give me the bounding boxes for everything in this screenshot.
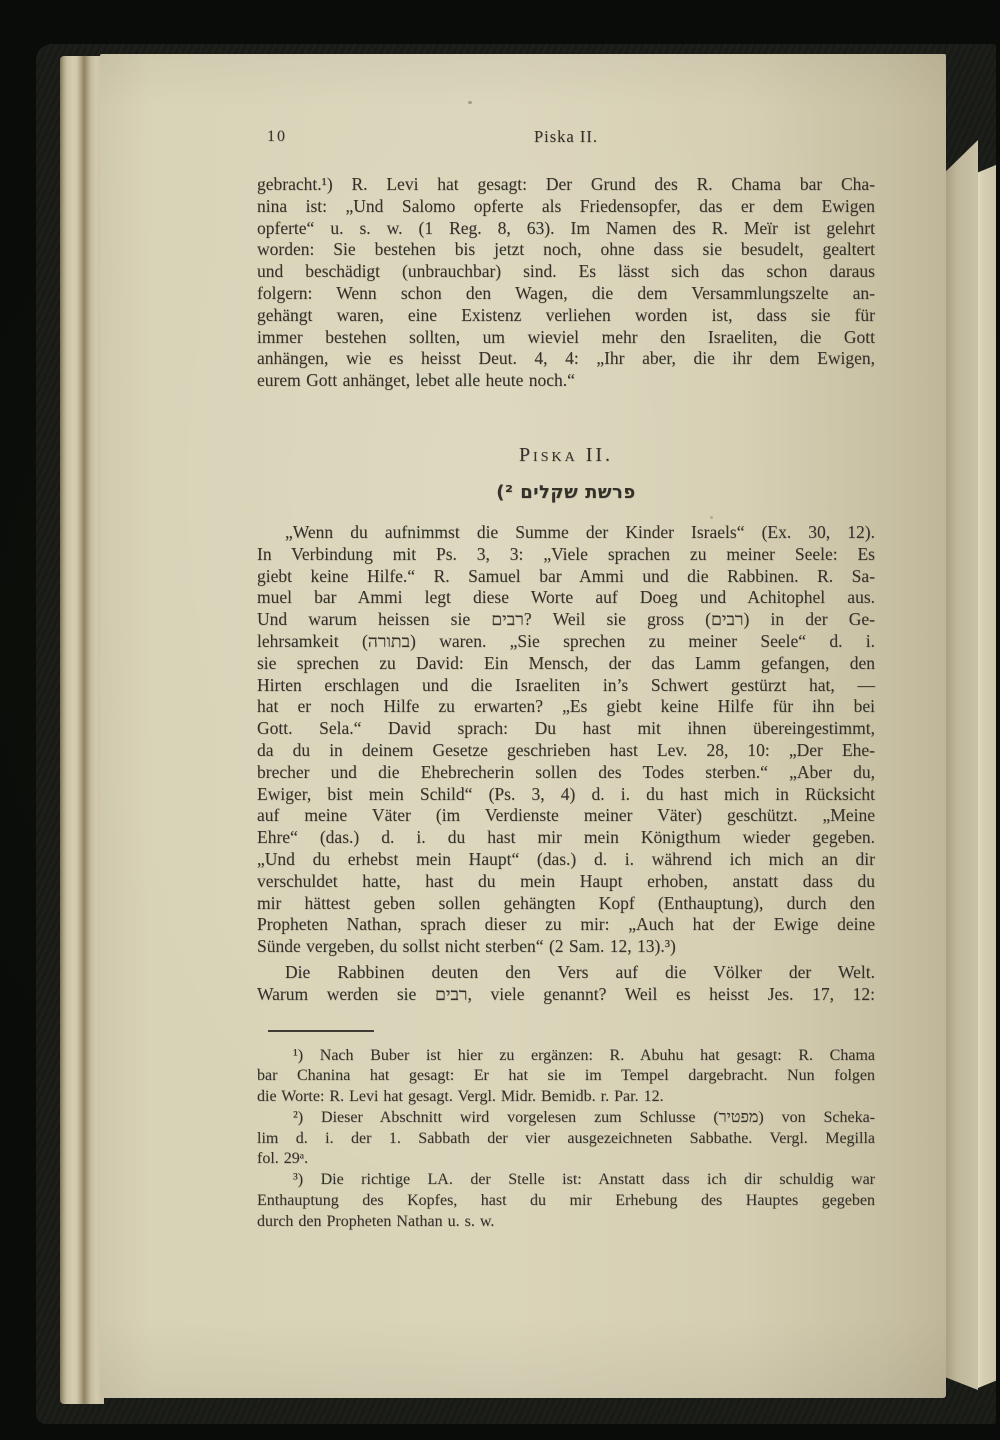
paper-speck	[468, 101, 472, 104]
text-line: „Wenn du aufnimmst die Summe der Kinder Israels“ (Ex. 30, 12).	[285, 521, 875, 542]
book-gutter-shadow	[946, 140, 978, 1390]
text-line: gebracht.¹) R. Levi hat gesagt: Der Grund des R. Chama bar Cha-	[257, 174, 875, 194]
text-line: giebt keine Hilfe.“ R. Samuel bar Ammi und die Rabbinen. R. Sa-	[257, 565, 875, 586]
text-line: fol. 29ᵃ.	[257, 1150, 309, 1168]
page-header	[257, 126, 875, 148]
text-line: bar Chanina hat gesagt: Er hat sie im Tempel dargebracht. Nun folgen	[257, 1067, 875, 1085]
text-line: Warum werden sie רבים, viele genannt? Weil es heisst Jes. 17, 12:	[257, 983, 875, 1004]
text-line: lehrsamkeit (בתורה) waren. „Sie sprechen zu meiner Seele“ d. i.	[257, 630, 876, 651]
text-line: eurem Gott anhänget, lebet alle heute noch.“	[257, 370, 575, 391]
text-line: gehängt waren, eine Existenz verliehen worden ist, dass sie für	[257, 304, 875, 325]
body-paragraph	[257, 962, 875, 1006]
text-line: mir hättest geben sollen gehängten Kopf (Enthauptung), durch den	[257, 892, 875, 913]
body-paragraph	[257, 174, 875, 392]
text-line: auf meine Väter (im Verdienste meiner Väter) geschützt. „Meine	[257, 805, 875, 826]
text-line: lim d. i. der 1. Sabbath der vier ausgezeichneten Sabbathe. Vergl. Megilla	[257, 1129, 875, 1147]
text-line: Hirten erschlagen und die Israeliten in’s Schwert gestürzt hat, —	[257, 674, 875, 695]
text-line: immer bestehen sollten, um wieviel mehr den Israeliten, die Gott	[257, 326, 875, 347]
footnote-paragraph	[257, 1046, 875, 1108]
text-line: Und warum heissen sie רבים? Weil sie gross (רבים) in der Ge-	[257, 609, 875, 630]
text-line: sie sprechen zu David: Ein Mensch, der das Lamm gefangen, den	[257, 652, 875, 673]
text-line: „Und du erhebst mein Haupt“ (das.) d. i. während ich mich an dir	[257, 848, 875, 869]
running-head: Piska II.	[534, 127, 598, 146]
text-line: Ewiger, bist mein Schild“ (Ps. 3, 4) d. i. du hast mich in Rücksicht	[257, 783, 875, 804]
text-line: Propheten Nathan, sprach dieser zu mir: „Auch hat der Ewige deine	[257, 914, 875, 935]
section-heading: Piska II.	[518, 443, 614, 466]
body-paragraph	[257, 522, 875, 958]
text-line: ¹) Nach Buber ist hier zu ergänzen: R. Abuhu hat gesagt: R. Chama	[293, 1046, 875, 1064]
text-line: folgern: Wenn schon den Wagen, die dem Versammlungszelte an-	[257, 282, 875, 303]
text-line: hat er noch Hilfe zu erwarten? „Es giebt keine Hilfe für ihn bei	[257, 696, 875, 717]
text-line: ³) Die richtige LA. der Stelle ist: Anstatt dass ich dir schuldig war	[293, 1171, 875, 1189]
text-line: verschuldet hatte, hast du mein Haupt erhoben, anstatt dass du	[257, 870, 875, 891]
text-line: opferte“ u. s. w. (1 Reg. 8, 63). Im Namen des R. Meïr ist gelehrt	[257, 217, 875, 238]
text-line: muel bar Ammi legt diese Worte auf Doeg und Achitophel aus.	[257, 587, 875, 608]
text-line: Enthauptung des Kopfes, hast du mir Erhebung des Hauptes gegeben	[257, 1192, 875, 1210]
text-line: und beschädigt (unbrauchbar) sind. Es lässt sich das schon daraus	[257, 261, 875, 282]
text-line: anhängen, wie es heisst Deut. 4, 4: „Ihr aber, die ihr dem Ewigen,	[257, 348, 875, 369]
footnote-rule	[268, 1030, 374, 1032]
text-line: Sünde vergeben, du sollst nicht sterben“ (2 Sam. 12, 13).³)	[257, 936, 676, 957]
body-paragraphs	[257, 522, 875, 1006]
text-line: ²) Dieser Abschnitt wird vorgelesen zum Schlusse (מפטיר) von Scheka-	[293, 1108, 876, 1126]
page-content	[257, 54, 875, 1233]
text-line: worden: Sie bestehen bis jetzt noch, ohne dass sie besudelt, gealtert	[257, 239, 875, 260]
footnotes-block	[257, 1046, 875, 1233]
text-line: Ehre“ (das.) d. i. du hast mir mein Königthum wieder gegeben.	[257, 827, 875, 848]
page-stack-edges	[60, 56, 104, 1404]
text-line: die Worte: R. Levi hat gesagt. Vergl. Midr. Bemidb. r. Par. 12.	[257, 1088, 664, 1106]
text-line: da du in deinem Gesetze geschrieben hast Lev. 28, 10: „Der Ehe-	[257, 739, 875, 760]
text-line: Gott. Sela.“ David sprach: Du hast mit ihnen übereingestimmt,	[257, 718, 875, 739]
text-line: durch den Propheten Nathan u. s. w.	[257, 1212, 495, 1230]
continued-paragraph-slot	[257, 174, 875, 392]
text-line: In Verbindung mit Ps. 3, 3: „Viele sprachen zu meiner Seele: Es	[257, 543, 875, 564]
text-line: Die Rabbinen deuten den Vers auf die Völker der Welt.	[285, 961, 875, 982]
book-page	[100, 54, 946, 1398]
footnote-paragraph	[257, 1108, 875, 1170]
paper-speck	[710, 516, 713, 519]
hebrew-section-title: פרשת שקלים ²)	[496, 481, 636, 503]
text-line: nina ist: „Und Salomo opferte als Friedensopfer, das er dem Ewigen	[257, 195, 875, 216]
footnote-paragraph	[257, 1170, 875, 1232]
text-line: brecher und die Ehebrecherin sollen des Todes sterben.“ „Aber du,	[257, 761, 875, 782]
page-number: 10	[267, 128, 287, 145]
facing-page-edge	[978, 165, 996, 1388]
